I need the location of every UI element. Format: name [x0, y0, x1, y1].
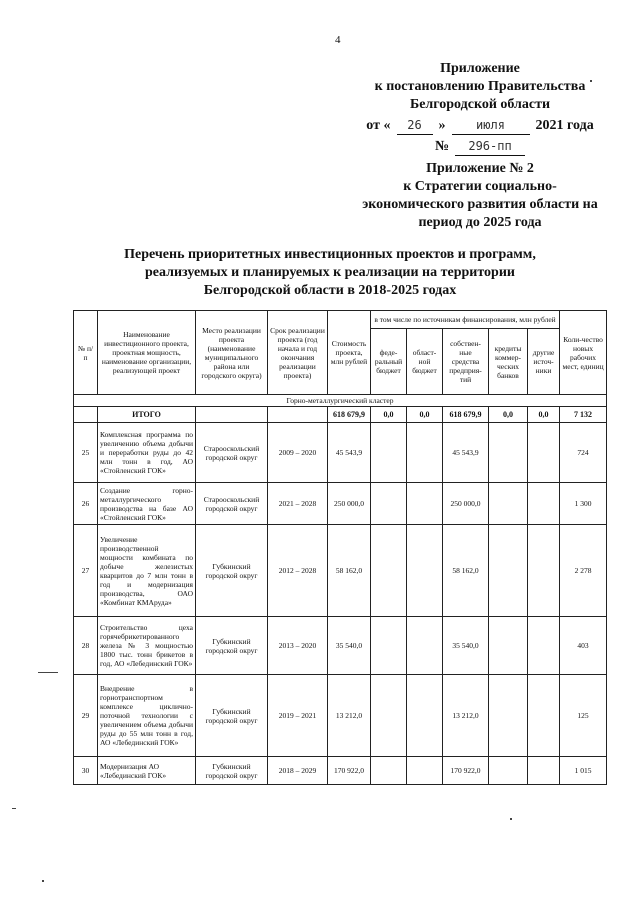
date-mid: » — [438, 118, 446, 133]
row-place: Губкинский городской округ — [196, 675, 268, 757]
document-title — [90, 246, 570, 300]
row-period: 2009 – 2020 — [268, 423, 328, 483]
row-federal — [371, 423, 407, 483]
row-other — [528, 525, 560, 617]
header-name: Наименование инвестиционного проекта, проектная мощность, наименование организации, реализующей проект — [98, 311, 196, 395]
approval-line-1: Приложение — [440, 61, 520, 76]
row-place: Старооскольский городской округ — [196, 483, 268, 525]
row-place: Губкинский городской округ — [196, 525, 268, 617]
approval-number: 296-пп — [455, 137, 525, 156]
row-credits — [489, 617, 528, 675]
row-period: 2019 – 2021 — [268, 675, 328, 757]
title-line-3: Белгородской области в 2018-2025 годах — [203, 283, 457, 298]
row-cost: 13 212,0 — [328, 675, 371, 757]
approval-line-3: Белгородской области — [409, 97, 551, 112]
table-row — [74, 617, 607, 675]
header-own: собствен-ные средства предприя-тий — [443, 329, 489, 395]
row-other — [528, 483, 560, 525]
row-name: Внедрение в горнотранспортном комплексе циклично-поточной технологии с увеличением объема добычи руды до 55 млн тонн в год, АО «Лебединский ГОК» — [98, 675, 196, 757]
row-regional — [407, 757, 443, 785]
row-federal — [371, 525, 407, 617]
row-num: 27 — [74, 525, 98, 617]
date-prefix: от « — [366, 118, 391, 133]
row-regional — [407, 423, 443, 483]
header-sources: в том числе по источникам финансирования, млн рублей — [371, 311, 560, 329]
row-own: 45 543,9 — [443, 423, 489, 483]
row-federal — [371, 483, 407, 525]
row-jobs: 1 015 — [560, 757, 607, 785]
approval-year: 2021 года — [535, 118, 594, 133]
row-num: 29 — [74, 675, 98, 757]
row-place: Старооскольский городской округ — [196, 423, 268, 483]
header-credits: кредиты коммер-ческих банков — [489, 329, 528, 395]
number-prefix: № — [434, 139, 450, 154]
row-federal — [371, 757, 407, 785]
header-num: № п/п — [74, 311, 98, 395]
row-cost: 250 000,0 — [328, 483, 371, 525]
total-period-cell — [268, 407, 328, 423]
approval-block — [340, 60, 620, 156]
row-own: 250 000,0 — [443, 483, 489, 525]
row-own: 170 922,0 — [443, 757, 489, 785]
row-place: Губкинский городской округ — [196, 757, 268, 785]
table-row — [74, 423, 607, 483]
cluster-name: Горно-металлургический кластер — [74, 395, 607, 407]
approval-number-line — [340, 137, 620, 156]
row-other — [528, 617, 560, 675]
row-credits — [489, 423, 528, 483]
table-row — [74, 675, 607, 757]
title-line-2: реализуемых и планируемых к реализации на территории — [145, 265, 515, 280]
header-regional: област-ной бюджет — [407, 329, 443, 395]
row-period: 2018 – 2029 — [268, 757, 328, 785]
row-regional — [407, 483, 443, 525]
total-place-cell — [196, 407, 268, 423]
total-other: 0,0 — [528, 407, 560, 423]
row-regional — [407, 617, 443, 675]
row-other — [528, 675, 560, 757]
approval-date — [340, 116, 620, 135]
approval-line-2: к постановлению Правительства — [374, 79, 586, 94]
header-period: Срок реализации проекта (год начала и год окончания реализации проекта) — [268, 311, 328, 395]
table-row — [74, 483, 607, 525]
scan-mark-dot-2 — [510, 818, 512, 820]
table-row — [74, 757, 607, 785]
header-place: Место реализации проекта (наименование муниципального района или городского округа) — [196, 311, 268, 395]
row-num: 30 — [74, 757, 98, 785]
row-name: Модернизация АО «Лебединский ГОК» — [98, 757, 196, 785]
row-own: 35 540,0 — [443, 617, 489, 675]
appendix-line-3: экономического развития области на — [362, 197, 598, 212]
row-credits — [489, 483, 528, 525]
row-period: 2013 – 2020 — [268, 617, 328, 675]
row-num: 28 — [74, 617, 98, 675]
page-number: 4 — [335, 34, 341, 46]
row-jobs: 403 — [560, 617, 607, 675]
appendix-line-2: к Стратегии социально- — [403, 179, 557, 194]
row-credits — [489, 525, 528, 617]
header-jobs: Коли-чество новых рабочих мест, единиц — [560, 311, 607, 395]
total-own: 618 679,9 — [443, 407, 489, 423]
row-name: Увеличение производственной мощности комбината по добыче железистых кварцитов до 7 млн тонн в год и модернизация производства, ОАО «Комбинат КМАруда» — [98, 525, 196, 617]
projects-table — [73, 310, 607, 785]
row-num: 25 — [74, 423, 98, 483]
row-period: 2012 – 2028 — [268, 525, 328, 617]
total-num-cell — [74, 407, 98, 423]
total-row — [74, 407, 607, 423]
row-num: 26 — [74, 483, 98, 525]
row-jobs: 125 — [560, 675, 607, 757]
row-name: Комплексная программа по увеличению объема добычи и переработки руды до 42 млн тонн в год, АО «Стойленский ГОК» — [98, 423, 196, 483]
row-federal — [371, 675, 407, 757]
total-cost: 618 679,9 — [328, 407, 371, 423]
row-other — [528, 757, 560, 785]
row-own: 58 162,0 — [443, 525, 489, 617]
header-other: другие источ-ники — [528, 329, 560, 395]
row-regional — [407, 675, 443, 757]
total-credits: 0,0 — [489, 407, 528, 423]
total-federal: 0,0 — [371, 407, 407, 423]
row-regional — [407, 525, 443, 617]
row-cost: 170 922,0 — [328, 757, 371, 785]
total-label: ИТОГО — [98, 407, 196, 423]
row-cost: 45 543,9 — [328, 423, 371, 483]
appendix-block — [360, 160, 600, 232]
title-line-1: Перечень приоритетных инвестиционных проектов и программ, — [124, 247, 536, 262]
header-cost: Стоимость проекта, млн рублей — [328, 311, 371, 395]
scan-mark-left-1 — [38, 672, 58, 673]
row-own: 13 212,0 — [443, 675, 489, 757]
row-other — [528, 423, 560, 483]
row-jobs: 2 278 — [560, 525, 607, 617]
scan-mark-left-2 — [12, 808, 16, 809]
row-federal — [371, 617, 407, 675]
row-credits — [489, 757, 528, 785]
scan-mark-dot-1 — [590, 80, 592, 82]
appendix-line-1: Приложение № 2 — [426, 161, 534, 176]
row-cost: 35 540,0 — [328, 617, 371, 675]
row-name: Строительство цеха горячебрикетированного железа № 3 мощностью 1800 тыс. тонн брикетов в год, АО «Лебединский ГОК» — [98, 617, 196, 675]
row-jobs: 724 — [560, 423, 607, 483]
row-place: Губкинский городской округ — [196, 617, 268, 675]
row-credits — [489, 675, 528, 757]
total-jobs: 7 132 — [560, 407, 607, 423]
approval-day: 26 — [397, 116, 433, 135]
row-jobs: 1 300 — [560, 483, 607, 525]
row-period: 2021 – 2028 — [268, 483, 328, 525]
row-cost: 58 162,0 — [328, 525, 371, 617]
header-federal: феде-ральный бюджет — [371, 329, 407, 395]
appendix-line-4: период до 2025 года — [418, 215, 542, 230]
row-name: Создание горно-металлургического производства на базе АО «Стойленский ГОК» — [98, 483, 196, 525]
scan-mark-dot-3 — [42, 880, 44, 882]
table-row — [74, 525, 607, 617]
total-regional: 0,0 — [407, 407, 443, 423]
approval-month: июля — [452, 116, 530, 135]
